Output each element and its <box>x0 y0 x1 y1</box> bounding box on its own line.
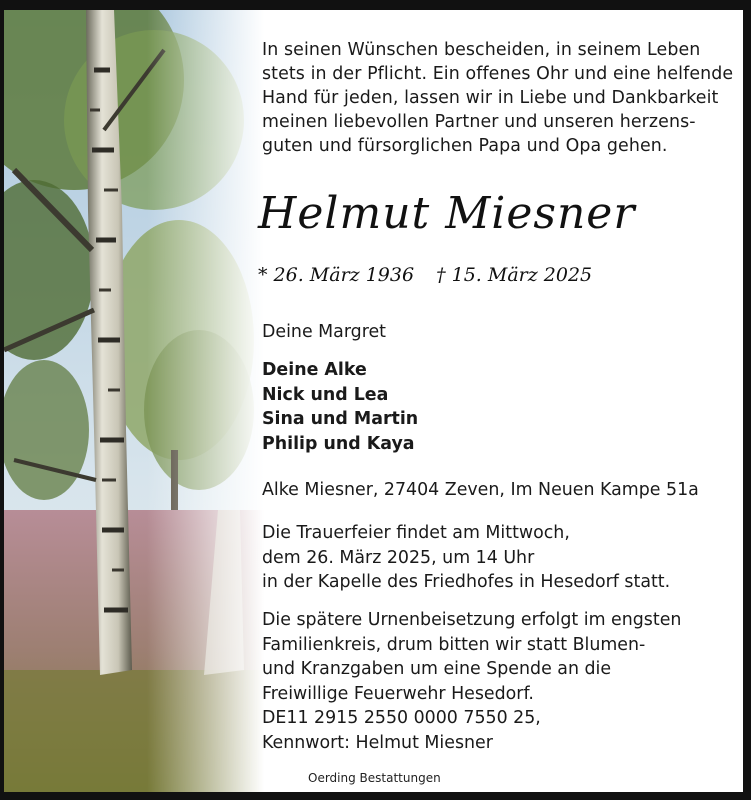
intro-paragraph <box>262 38 732 158</box>
birth-date: * 26. März 1936 <box>258 264 415 286</box>
family-member: Nick und Lea <box>262 384 389 405</box>
undertaker-credit: Oerding Bestattungen <box>308 771 441 785</box>
intro-line: stets in der Pflicht. Ein offenes Ohr und eine helfende <box>262 64 734 84</box>
intro-line: In seinen Wünschen bescheiden, in seinem Leben <box>262 40 701 60</box>
urn-line: und Kranzgaben um eine Spende an die <box>262 659 612 679</box>
intro-line: meinen liebevollen Partner und unseren herzens- <box>262 112 696 132</box>
death-date: † 15. März 2025 <box>436 264 593 286</box>
deceased-name: Helmut Miesner <box>258 188 636 239</box>
family-list <box>262 358 732 456</box>
family-member: Sina und Martin <box>262 409 419 429</box>
ceremony-line: dem 26. März 2025, um 14 Uhr <box>262 547 535 568</box>
ceremony-info <box>262 521 732 595</box>
iban-line: DE11 2915 2550 0000 7550 25, <box>262 708 541 728</box>
ceremony-line: Die Trauerfeier findet am Mittwoch, <box>262 523 570 543</box>
urn-line: Die spätere Urnenbeisetzung erfolgt im engsten <box>262 610 682 630</box>
life-dates <box>258 264 728 286</box>
address-line: Alke Miesner, 27404 Zeven, Im Neuen Kampe 51a <box>262 480 699 500</box>
birch-tree-photo <box>4 10 264 792</box>
urn-burial-info <box>262 608 732 755</box>
mourning-address <box>262 478 732 503</box>
partner-name: Deine Margret <box>262 322 387 342</box>
urn-line: Freiwillige Feuerwehr Hesedorf. <box>262 683 534 704</box>
family-member: Philip und Kaya <box>262 433 415 454</box>
urn-line: Familienkreis, drum bitten wir statt Blumen- <box>262 634 646 655</box>
partner-signature <box>262 320 732 345</box>
family-member: Deine Alke <box>262 360 367 380</box>
intro-line: guten und fürsorglichen Papa und Opa gehen. <box>262 136 668 156</box>
keyword-line: Kennwort: Helmut Miesner <box>262 732 493 753</box>
ceremony-line: in der Kapelle des Friedhofes in Hesedorf statt. <box>262 572 671 592</box>
intro-line: Hand für jeden, lassen wir in Liebe und Dankbarkeit <box>262 88 719 108</box>
